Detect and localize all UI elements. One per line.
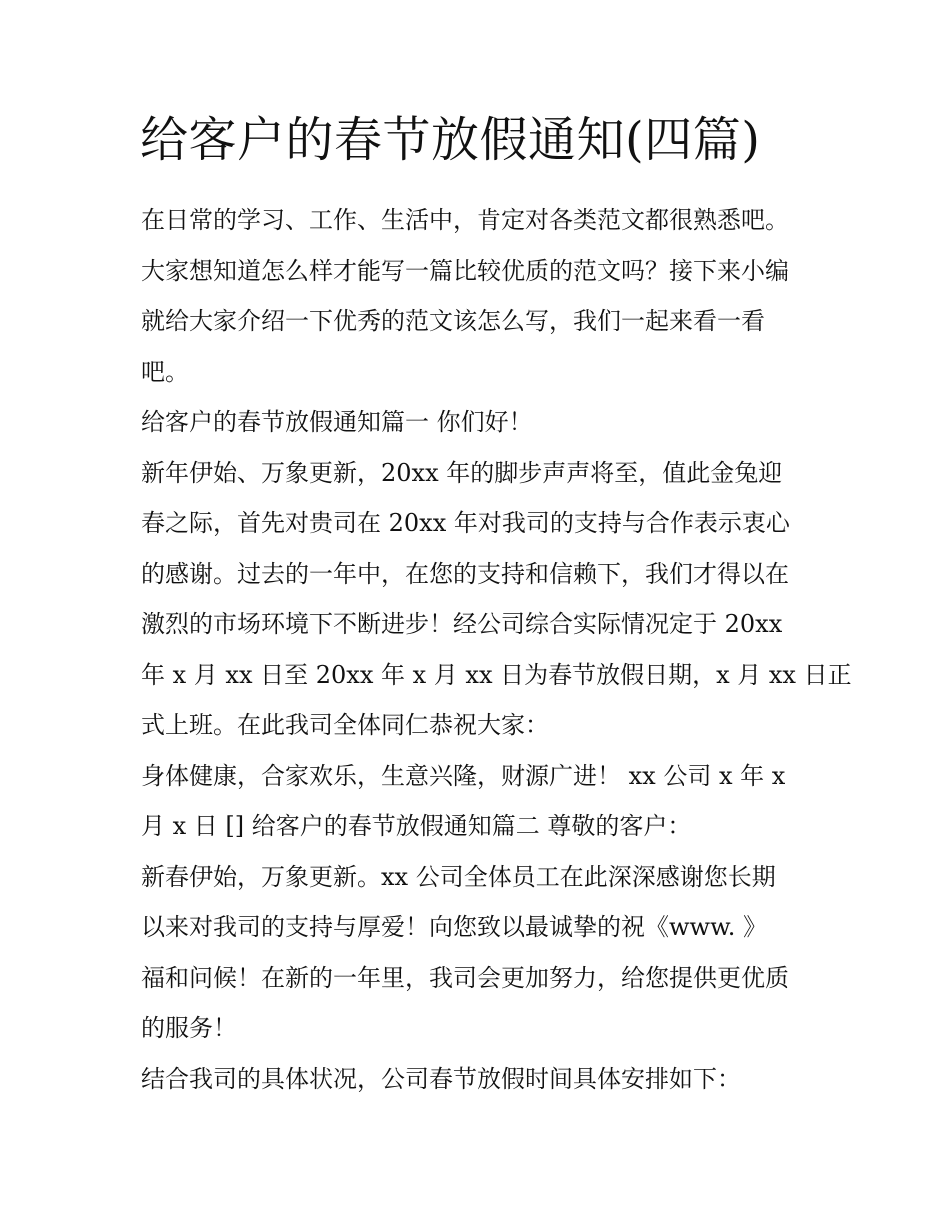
paragraph-line: 福和问候！在新的一年里，我司会更加努力，给您提供更优质 — [141, 964, 789, 992]
paragraph-line: 大家想知道怎么样才能写一篇比较优质的范文吗？接下来小编 — [141, 257, 789, 285]
paragraph-line: 春之际，首先对贵司在 20xx 年对我司的支持与合作表示衷心 — [141, 509, 790, 537]
paragraph-line: 新春伊始，万象更新。xx 公司全体员工在此深深感谢您长期 — [141, 863, 776, 891]
paragraph-line: 激烈的市场环境下不断进步！经公司综合实际情况定于 20xx — [141, 610, 783, 638]
paragraph-line: 就给大家介绍一下优秀的范文该怎么写，我们一起来看一看 — [141, 307, 765, 335]
paragraph-line: 吧。 — [141, 358, 189, 386]
section-heading-1: 给客户的春节放假通知篇一 你们好！ — [141, 408, 533, 436]
paragraph-line: 新年伊始、万象更新，20xx 年的脚步声声将至，值此金兔迎 — [141, 459, 783, 487]
paragraph-line: 在日常的学习、工作、生活中，肯定对各类范文都很熟悉吧。 — [141, 206, 789, 234]
section-heading-2: 月 x 日 [] 给客户的春节放假通知篇二 尊敬的客户： — [141, 812, 692, 840]
paragraph-line: 以来对我司的支持与厚爱！向您致以最诚挚的祝《www. 》 — [141, 913, 768, 941]
paragraph-line: 身体健康，合家欢乐，生意兴隆，财源广进！ xx 公司 x 年 x — [141, 762, 786, 790]
paragraph-line: 结合我司的具体状况，公司春节放假时间具体安排如下： — [141, 1065, 741, 1093]
paragraph-line: 的感谢。过去的一年中，在您的支持和信赖下，我们才得以在 — [141, 560, 789, 588]
document-title: 给客户的春节放假通知(四篇) — [140, 112, 761, 168]
paragraph-line: 年 x 月 xx 日至 20xx 年 x 月 xx 日为春节放假日期，x 月 xx 日正 — [141, 661, 852, 689]
paragraph-line: 的服务！ — [141, 1014, 237, 1042]
paragraph-line: 式上班。在此我司全体同仁恭祝大家： — [141, 711, 549, 739]
